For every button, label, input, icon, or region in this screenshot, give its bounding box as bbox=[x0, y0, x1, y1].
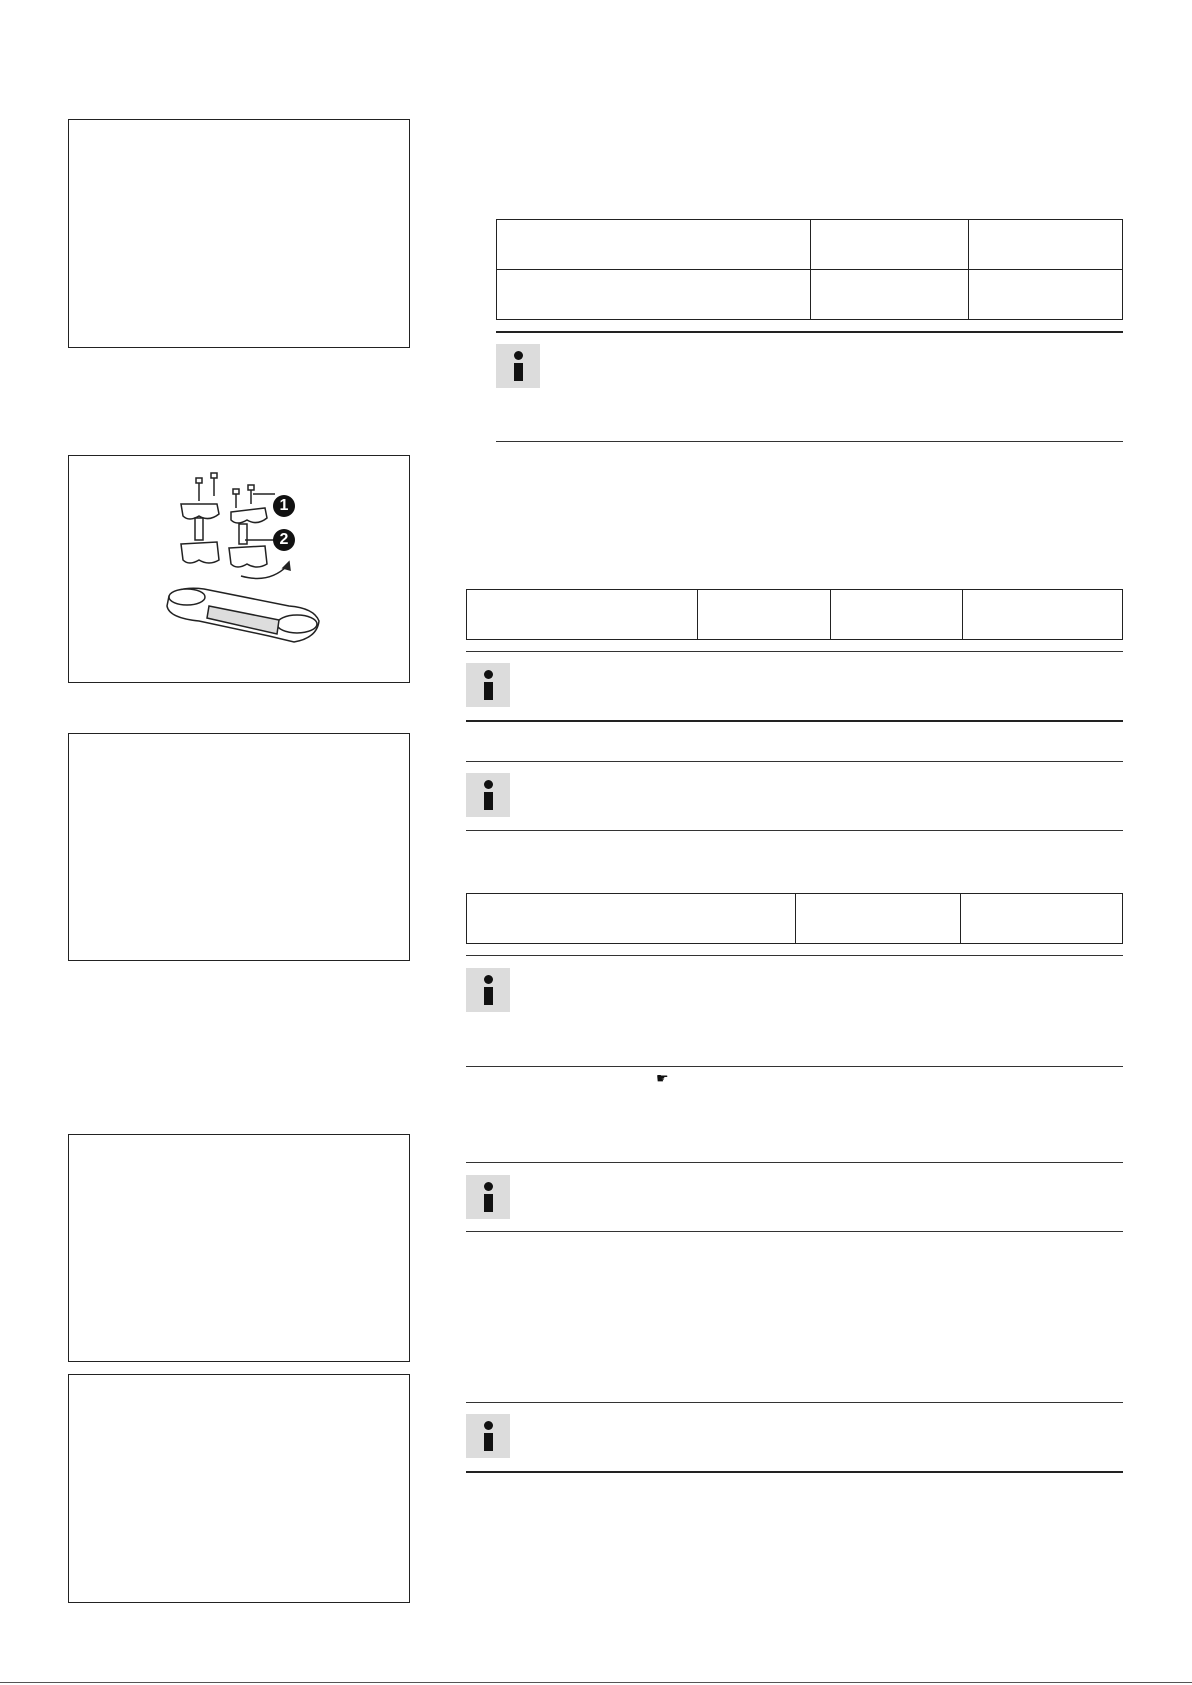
note-3-bottom-rule bbox=[466, 830, 1123, 831]
image-frame-1 bbox=[68, 119, 410, 348]
note-4-bottom-rule bbox=[466, 1066, 1123, 1067]
handlebar-holder-illustration bbox=[69, 456, 411, 684]
note-5-top-rule bbox=[466, 1162, 1123, 1163]
info-icon bbox=[466, 968, 510, 1012]
info-icon bbox=[466, 663, 510, 707]
note-3-top-rule bbox=[466, 761, 1123, 762]
page-footer-rule bbox=[0, 1682, 1192, 1683]
note-1-top-rule bbox=[496, 331, 1123, 333]
callout-marker-1: 1 bbox=[273, 495, 295, 517]
note-2-top-rule bbox=[466, 651, 1123, 652]
spec-table-3 bbox=[466, 893, 1123, 944]
callout-marker-2: 2 bbox=[273, 529, 295, 551]
spec-table-2 bbox=[466, 589, 1123, 640]
pointer-hand-icon: ☛ bbox=[656, 1071, 669, 1087]
spec-table-1 bbox=[496, 219, 1123, 320]
note-2-bottom-rule bbox=[466, 720, 1123, 722]
note-4-top-rule bbox=[466, 955, 1123, 956]
image-frame-5 bbox=[68, 1374, 410, 1603]
info-icon bbox=[466, 1175, 510, 1219]
info-icon bbox=[496, 344, 540, 388]
note-1-bottom-rule bbox=[496, 441, 1123, 442]
image-frame-2-handlebar-illustration bbox=[68, 455, 410, 683]
image-frame-4 bbox=[68, 1134, 410, 1362]
image-frame-3 bbox=[68, 733, 410, 961]
note-6-bottom-rule bbox=[466, 1471, 1123, 1473]
info-icon bbox=[466, 773, 510, 817]
note-5-bottom-rule bbox=[466, 1231, 1123, 1232]
note-6-top-rule bbox=[466, 1402, 1123, 1403]
info-icon bbox=[466, 1414, 510, 1458]
